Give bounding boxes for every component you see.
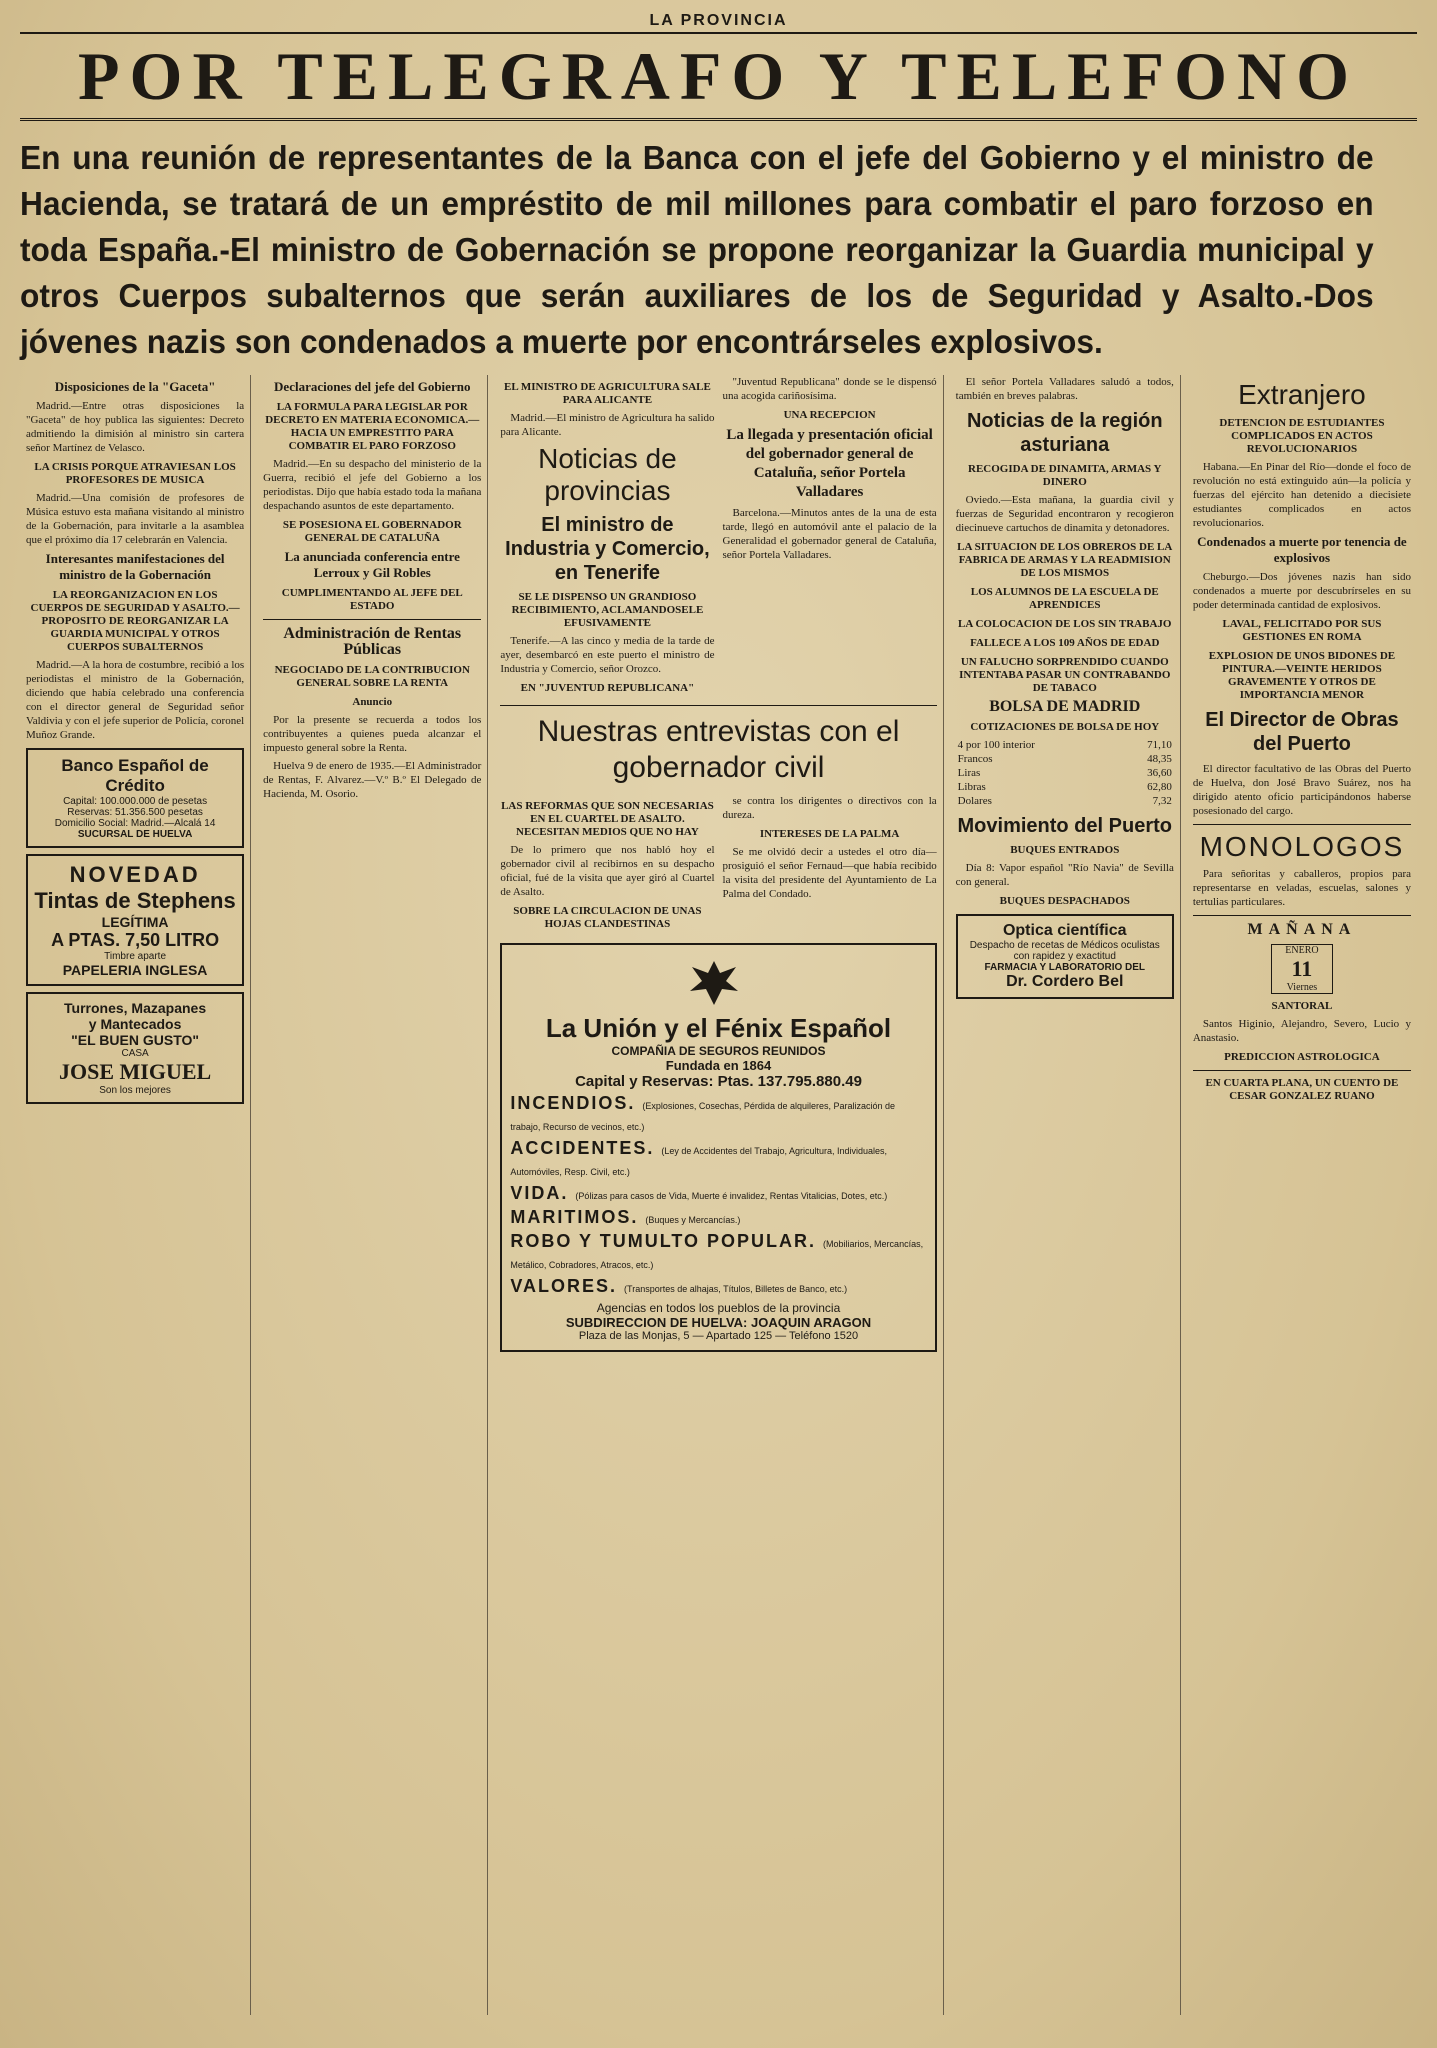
bank-reservas: Reservas: 51.356.500 pesetas bbox=[67, 807, 203, 818]
newspaper-name: LA PROVINCIA bbox=[649, 12, 788, 29]
article-text: El director facultativo de las Obras del Puerto de Huelva, don José Bravo Suárez, nos ha dirigido atento oficio participándonos haberse posesionado del cargo. bbox=[1192, 763, 1412, 817]
insurance-subdireccion: SUBDIRECCION DE HUELVA: JOAQUIN ARAGON bbox=[565, 1315, 872, 1330]
divider bbox=[263, 619, 481, 620]
section-title: Movimiento del Puerto bbox=[957, 815, 1172, 837]
rule bbox=[20, 118, 1417, 121]
ink-brand: Tintas de Stephens bbox=[34, 888, 236, 913]
article-text: Tenerife.—A las cinco y media de la tarde de ayer, desembarcó en este puerto el ministro de Industria y Comercio, señor Orozco. bbox=[500, 635, 715, 675]
article-subtitle: BUQUES DESPACHADOS bbox=[999, 895, 1130, 907]
footer-note: EN CUARTA PLANA, UN CUENTO DE CESAR GONZALEZ RUANO bbox=[1205, 1077, 1399, 1102]
turron-ad bbox=[26, 992, 244, 1104]
article-subtitle: EXPLOSION DE UNOS BIDONES DE PINTURA.—VEINTE HERIDOS GRAVEMENTE Y OTROS DE IMPORTANCIA MENOR bbox=[1208, 650, 1396, 701]
stock-row: Francos 48,35 bbox=[957, 753, 1172, 765]
columns bbox=[20, 375, 1417, 2015]
stock-table bbox=[956, 738, 1174, 808]
article-subtitle: SOBRE LA CIRCULACION DE UNAS HOJAS CLANDESTINAS bbox=[513, 905, 702, 930]
article-text: Habana.—En Pinar del Río—donde el foco de revolución no está extinguido aún—la policía y fuerzas del ejército han detenido a diecisiete estudiantes complicados en actos revolucionarios. bbox=[1192, 461, 1412, 529]
article-text: Madrid.—En su despacho del ministerio de la Guerra, recibió el jefe del Gobierno a los periodistas. Dijo que había estado toda la mañana despachando asuntos de este departamento. bbox=[263, 458, 482, 512]
ink-legitima: LEGÍTIMA bbox=[101, 914, 169, 930]
turron-l6: Son los mejores bbox=[99, 1085, 171, 1096]
article-subtitle: SE LE DISPENSO UN GRANDIOSO RECIBIMIENTO, ACLAMANDOSELE EFUSIVAMENTE bbox=[511, 591, 704, 629]
article-subtitle: EL MINISTRO DE AGRICULTURA SALE PARA ALICANTE bbox=[504, 381, 711, 406]
article-text: Madrid.—A la hora de costumbre, recibió a los periodistas el ministro de la Gobernación, diciendo que había celebrado una conferencia con el director general de Seguridad señor Valdivia y con el jefe superior de Policía, coronel Muñoz Grande. bbox=[26, 659, 245, 741]
ink-ad-title: NOVEDAD bbox=[69, 862, 201, 887]
article-text: Cheburgo.—Dos jóvenes nazis han sido condenados a muerte por descubrírseles en su poder determinada cantidad de explosivos. bbox=[1192, 571, 1412, 611]
turron-l5: JOSE MIGUEL bbox=[58, 1059, 212, 1084]
calendar bbox=[1271, 944, 1333, 994]
article-subtitle: LAS REFORMAS QUE SON NECESARIAS EN EL CUARTEL DE ASALTO. NECESITAN MEDIOS QUE NO HAY bbox=[501, 800, 714, 838]
interview-right bbox=[723, 794, 937, 935]
article-subtitle: LA COLOCACION DE LOS SIN TRABAJO bbox=[958, 618, 1172, 630]
section-title: MONOLOGOS bbox=[1199, 831, 1405, 862]
article-text: Madrid.—Una comisión de profesores de Música estuvo esta mañana visitando al ministro de la Gobernación, para invitarle a la asamblea que el próximo día 17 celebrarán en Valencia. bbox=[26, 492, 245, 546]
article-subtitle: FALLECE A LOS 109 AÑOS DE EDAD bbox=[970, 637, 1160, 649]
calendar-weekday: Viernes bbox=[1286, 982, 1318, 993]
stock-row: Libras 62,80 bbox=[957, 781, 1172, 793]
center-area bbox=[494, 375, 943, 2015]
turron-l3: "EL BUEN GUSTO" bbox=[71, 1032, 200, 1048]
article-text: Madrid.—Entre otras disposiciones la "Gaceta" de hoy publica las siguientes: Decreto admitiendo la dimisión al ministro sin cartera señor Martínez de Velasco. bbox=[26, 400, 245, 454]
article-title: Interesantes manifestaciones del ministro de la Gobernación bbox=[45, 551, 225, 582]
article-title: Declaraciones del jefe del Gobierno bbox=[274, 379, 471, 394]
ink-ad bbox=[26, 854, 244, 986]
insurance-ad bbox=[500, 943, 936, 1352]
article-title: Condenados a muerte por tenencia de explosivos bbox=[1197, 534, 1407, 565]
calendar-day: 11 bbox=[1291, 956, 1313, 981]
bank-domicilio: Domicilio Social: Madrid.—Alcalá 14 bbox=[54, 818, 216, 829]
bank-capital: Capital: 100.000.000 de pesetas bbox=[63, 796, 208, 807]
insurance-founded: Fundada en 1864 bbox=[665, 1058, 772, 1073]
astro-title: PREDICCION ASTROLOGICA bbox=[1224, 1051, 1380, 1063]
section-title: Noticias de provincias bbox=[538, 443, 677, 506]
article-title: La llegada y presentación oficial del gobernador general de Cataluña, señor Portela Valladares bbox=[726, 427, 933, 500]
optica-ad bbox=[956, 914, 1174, 999]
divider bbox=[500, 705, 936, 706]
column-1 bbox=[20, 375, 251, 2015]
optica-l1: Despacho de recetas de Médicos oculistas con rapidez y exactitud bbox=[969, 940, 1160, 962]
section-title: Noticias de la región asturiana bbox=[966, 410, 1163, 456]
column-5 bbox=[950, 375, 1181, 2015]
section-title: MAÑANA bbox=[1247, 921, 1357, 938]
ink-timbre: Timbre aparte bbox=[104, 951, 167, 962]
column-6 bbox=[1187, 375, 1417, 2015]
insurance-line: VALORES. (Transportes de alhajas, Títulos, Billetes de Banco, etc.) bbox=[510, 1276, 848, 1296]
article-title: El Director de Obras del Puerto bbox=[1205, 709, 1399, 755]
article-text: Madrid.—El ministro de Agricultura ha salido para Alicante. bbox=[500, 412, 715, 438]
article-subtitle: DETENCION DE ESTUDIANTES COMPLICADOS EN ACTOS REVOLUCIONARIOS bbox=[1219, 417, 1385, 455]
bank-sucursal: SUCURSAL DE HUELVA bbox=[77, 829, 193, 840]
article-title: El ministro de Industria y Comercio, en Tenerife bbox=[505, 514, 710, 584]
section-title: Extranjero bbox=[1238, 379, 1366, 410]
calendar-month: ENERO bbox=[1285, 945, 1319, 956]
article-subtitle: CUMPLIMENTANDO AL JEFE DEL ESTADO bbox=[281, 587, 463, 612]
stock-subtitle: COTIZACIONES DE BOLSA DE HOY bbox=[970, 721, 1160, 733]
article-text: Barcelona.—Minutos antes de la una de esta tarde, llegó en automóvil ante el palacio de la Generalidad el gobernador general de Cataluña, señor Portela Valladares. bbox=[722, 507, 937, 561]
article-subtitle: UNA RECEPCION bbox=[783, 409, 876, 421]
article-title: Disposiciones de la "Gaceta" bbox=[54, 379, 216, 394]
article-text: Día 8: Vapor español "Río Navia" de Sevilla con general. bbox=[955, 862, 1174, 888]
center-top bbox=[500, 375, 936, 699]
interview-title: Nuestras entrevistas con el gobernador civil bbox=[537, 715, 900, 784]
optica-title: Optica científica bbox=[1002, 922, 1127, 939]
article-text: Se me olvidó decir a ustedes el otro día—prosiguió el señor Fernaud—que había recibido la visita del presidente del Ayuntamiento de La Palma del Condado. bbox=[722, 846, 937, 900]
column-2 bbox=[257, 375, 488, 2015]
column-3 bbox=[500, 375, 714, 699]
article-subtitle: LA CRISIS PORQUE ATRAVIESAN LOS PROFESORES DE MUSICA bbox=[34, 461, 236, 486]
article-title: Administración de Rentas Públicas bbox=[283, 625, 462, 658]
article-subtitle: SE POSESIONA EL GOBERNADOR GENERAL DE CATALUÑA bbox=[282, 519, 462, 544]
optica-l3: Dr. Cordero Bel bbox=[1006, 973, 1124, 990]
stock-row: Liras 36,60 bbox=[957, 767, 1172, 779]
insurance-line: MARITIMOS. (Buques y Mercancías.) bbox=[510, 1207, 741, 1227]
insurance-sub: COMPAÑIA DE SEGUROS REUNIDOS bbox=[611, 1044, 826, 1058]
insurance-name: La Unión y el Fénix Español bbox=[545, 1013, 892, 1043]
ink-price: A PTAS. 7,50 LITRO bbox=[51, 930, 220, 950]
article-text: De lo primero que nos habló hoy el gobernador civil al recibirnos en su despacho oficial, fué de la visita que ayer giró al Cuartel de Asalto. bbox=[500, 844, 715, 898]
signature: Huelva 9 de enero de 1935.—El Administrador de Rentas, F. Alvarez.—V.º B.º El Delegado de Hacienda, M. Osorio. bbox=[263, 760, 482, 800]
stock-row: Dolares 7,32 bbox=[957, 795, 1172, 807]
article-text: Por la presente se recuerda a todos los contribuyentes a quienes pueda alcanzar el impuesto general sobre la Renta. bbox=[263, 714, 482, 754]
divider bbox=[1193, 915, 1411, 916]
insurance-address: Plaza de las Monjas, 5 — Apartado 125 — Teléfono 1520 bbox=[578, 1330, 859, 1342]
insurance-line: VIDA. (Pólizas para casos de Vida, Muerte é invalidez, Rentas Vitalicias, Dotes, etc.) bbox=[510, 1183, 888, 1203]
article-subtitle: LA REORGANIZACION EN LOS CUERPOS DE SEGURIDAD Y ASALTO.—PROPOSITO DE REORGANIZAR LA GUARDIA MUNICIPAL Y OTROS CUERPOS SUBALTERNOS bbox=[30, 589, 240, 653]
interview-body bbox=[500, 794, 936, 935]
article-subtitle: LAVAL, FELICITADO POR SUS GESTIONES EN ROMA bbox=[1222, 618, 1382, 643]
stock-title: BOLSA DE MADRID bbox=[989, 698, 1141, 715]
insurance-line: ROBO Y TUMULTO POPULAR. (Mobiliarios, Mercancías, Metálico, Cobradores, Atracos, etc.) bbox=[510, 1231, 924, 1270]
interview-left bbox=[500, 794, 714, 935]
divider bbox=[1193, 824, 1411, 825]
insurance-line: ACCIDENTES. (Ley de Accidentes del Trabajo, Agricultura, Individuales, Automóviles, Resp. Civil, etc.) bbox=[510, 1138, 888, 1177]
insurance-capital: Capital y Reservas: Ptas. 137.795.880.49 bbox=[575, 1073, 862, 1090]
article-subtitle: INTERESES DE LA PALMA bbox=[759, 828, 900, 840]
main-headline: En una reunión de representantes de la Banca con el jefe del Gobierno y el ministro de Hacienda, se tratará de un empréstito de mil millones para combatir el paro forzoso en toda España.-El ministro de Gobernación se propone reorganizar la Guardia municipal y otros Cuerpos subalternos que serán auxiliares de los de Seguridad y Asalto.-Dos jóvenes nazis son condenados a muerte por encontrárseles explosivos. bbox=[20, 139, 1374, 360]
page-title: POR TELEGRAFO Y TELEFONO bbox=[78, 38, 1359, 114]
article-text: El señor Portela Valladares saludó a todos, también en breves palabras. bbox=[955, 376, 1174, 402]
article-subtitle: LOS ALUMNOS DE LA ESCUELA DE APRENDICES bbox=[970, 586, 1159, 611]
article-subtitle: BUQUES ENTRADOS bbox=[1010, 844, 1120, 856]
article-title: La anunciada conferencia entre Lerroux y Gil Robles bbox=[284, 549, 460, 580]
bank-ad bbox=[26, 748, 244, 848]
article-text: Para señoritas y caballeros, propios para representarse en veladas, escuelas, salones y tertulias particulares. bbox=[1192, 868, 1412, 908]
article-text: se contra los dirigentes o directivos con la dureza. bbox=[722, 795, 937, 821]
stock-row: 4 por 100 interior 71,10 bbox=[957, 739, 1172, 751]
eagle-icon bbox=[684, 953, 744, 1013]
turron-l1: Turrones, Mazapanes bbox=[64, 1000, 207, 1016]
article-text: Santos Higinio, Alejandro, Severo, Lucio y Anastasio. bbox=[1192, 1018, 1412, 1044]
article-subtitle: NEGOCIADO DE LA CONTRIBUCION GENERAL SOBRE LA RENTA bbox=[274, 664, 470, 689]
insurance-header bbox=[546, 1013, 891, 1090]
bank-name: Banco Español de Crédito bbox=[61, 756, 209, 795]
turron-l2: y Mantecados bbox=[88, 1016, 182, 1032]
article-subtitle: RECOGIDA DE DINAMITA, ARMAS Y DINERO bbox=[968, 463, 1162, 488]
article-subtitle: EN "JUVENTUD REPUBLICANA" bbox=[520, 682, 695, 694]
insurance-agencies: Agencias en todos los pueblos de la provincia bbox=[596, 1301, 841, 1315]
article-subtitle: LA FORMULA PARA LEGISLAR POR DECRETO EN MATERIA ECONOMICA.—HACIA UN EMPRESTITO PARA COMBATIR EL PARO FORZOSO bbox=[265, 401, 480, 452]
divider bbox=[1193, 1070, 1411, 1071]
turron-l4: CASA bbox=[121, 1048, 149, 1059]
santoral-title: SANTORAL bbox=[1271, 1000, 1333, 1012]
article-subtitle: LA SITUACION DE LOS OBREROS DE LA FABRICA DE ARMAS Y LA READMISION DE LOS MISMOS bbox=[957, 541, 1173, 579]
article-text: "Juventud Republicana" donde se le dispensó una acogida cariñosísima. bbox=[722, 376, 937, 402]
column-4 bbox=[723, 375, 937, 699]
optica-l2: FARMACIA Y LABORATORIO DEL bbox=[984, 962, 1146, 973]
insurance-line: INCENDIOS. (Explosiones, Cosechas, Pérdida de alquileres, Paralización de trabajo, Recurso de vecinos, etc.) bbox=[510, 1093, 896, 1132]
ink-shop: PAPELERIA INGLESA bbox=[62, 962, 208, 978]
article-subtitle: UN FALUCHO SORPRENDIDO CUANDO INTENTABA PASAR UN CONTRABANDO DE TABACO bbox=[959, 656, 1171, 694]
article-text: Oviedo.—Esta mañana, la guardia civil y fuerzas de Seguridad encontraron y recogieron diecinueve cartuchos de dinamita y detonadores. bbox=[955, 494, 1174, 534]
article-subtitle: Anuncio bbox=[352, 696, 393, 708]
